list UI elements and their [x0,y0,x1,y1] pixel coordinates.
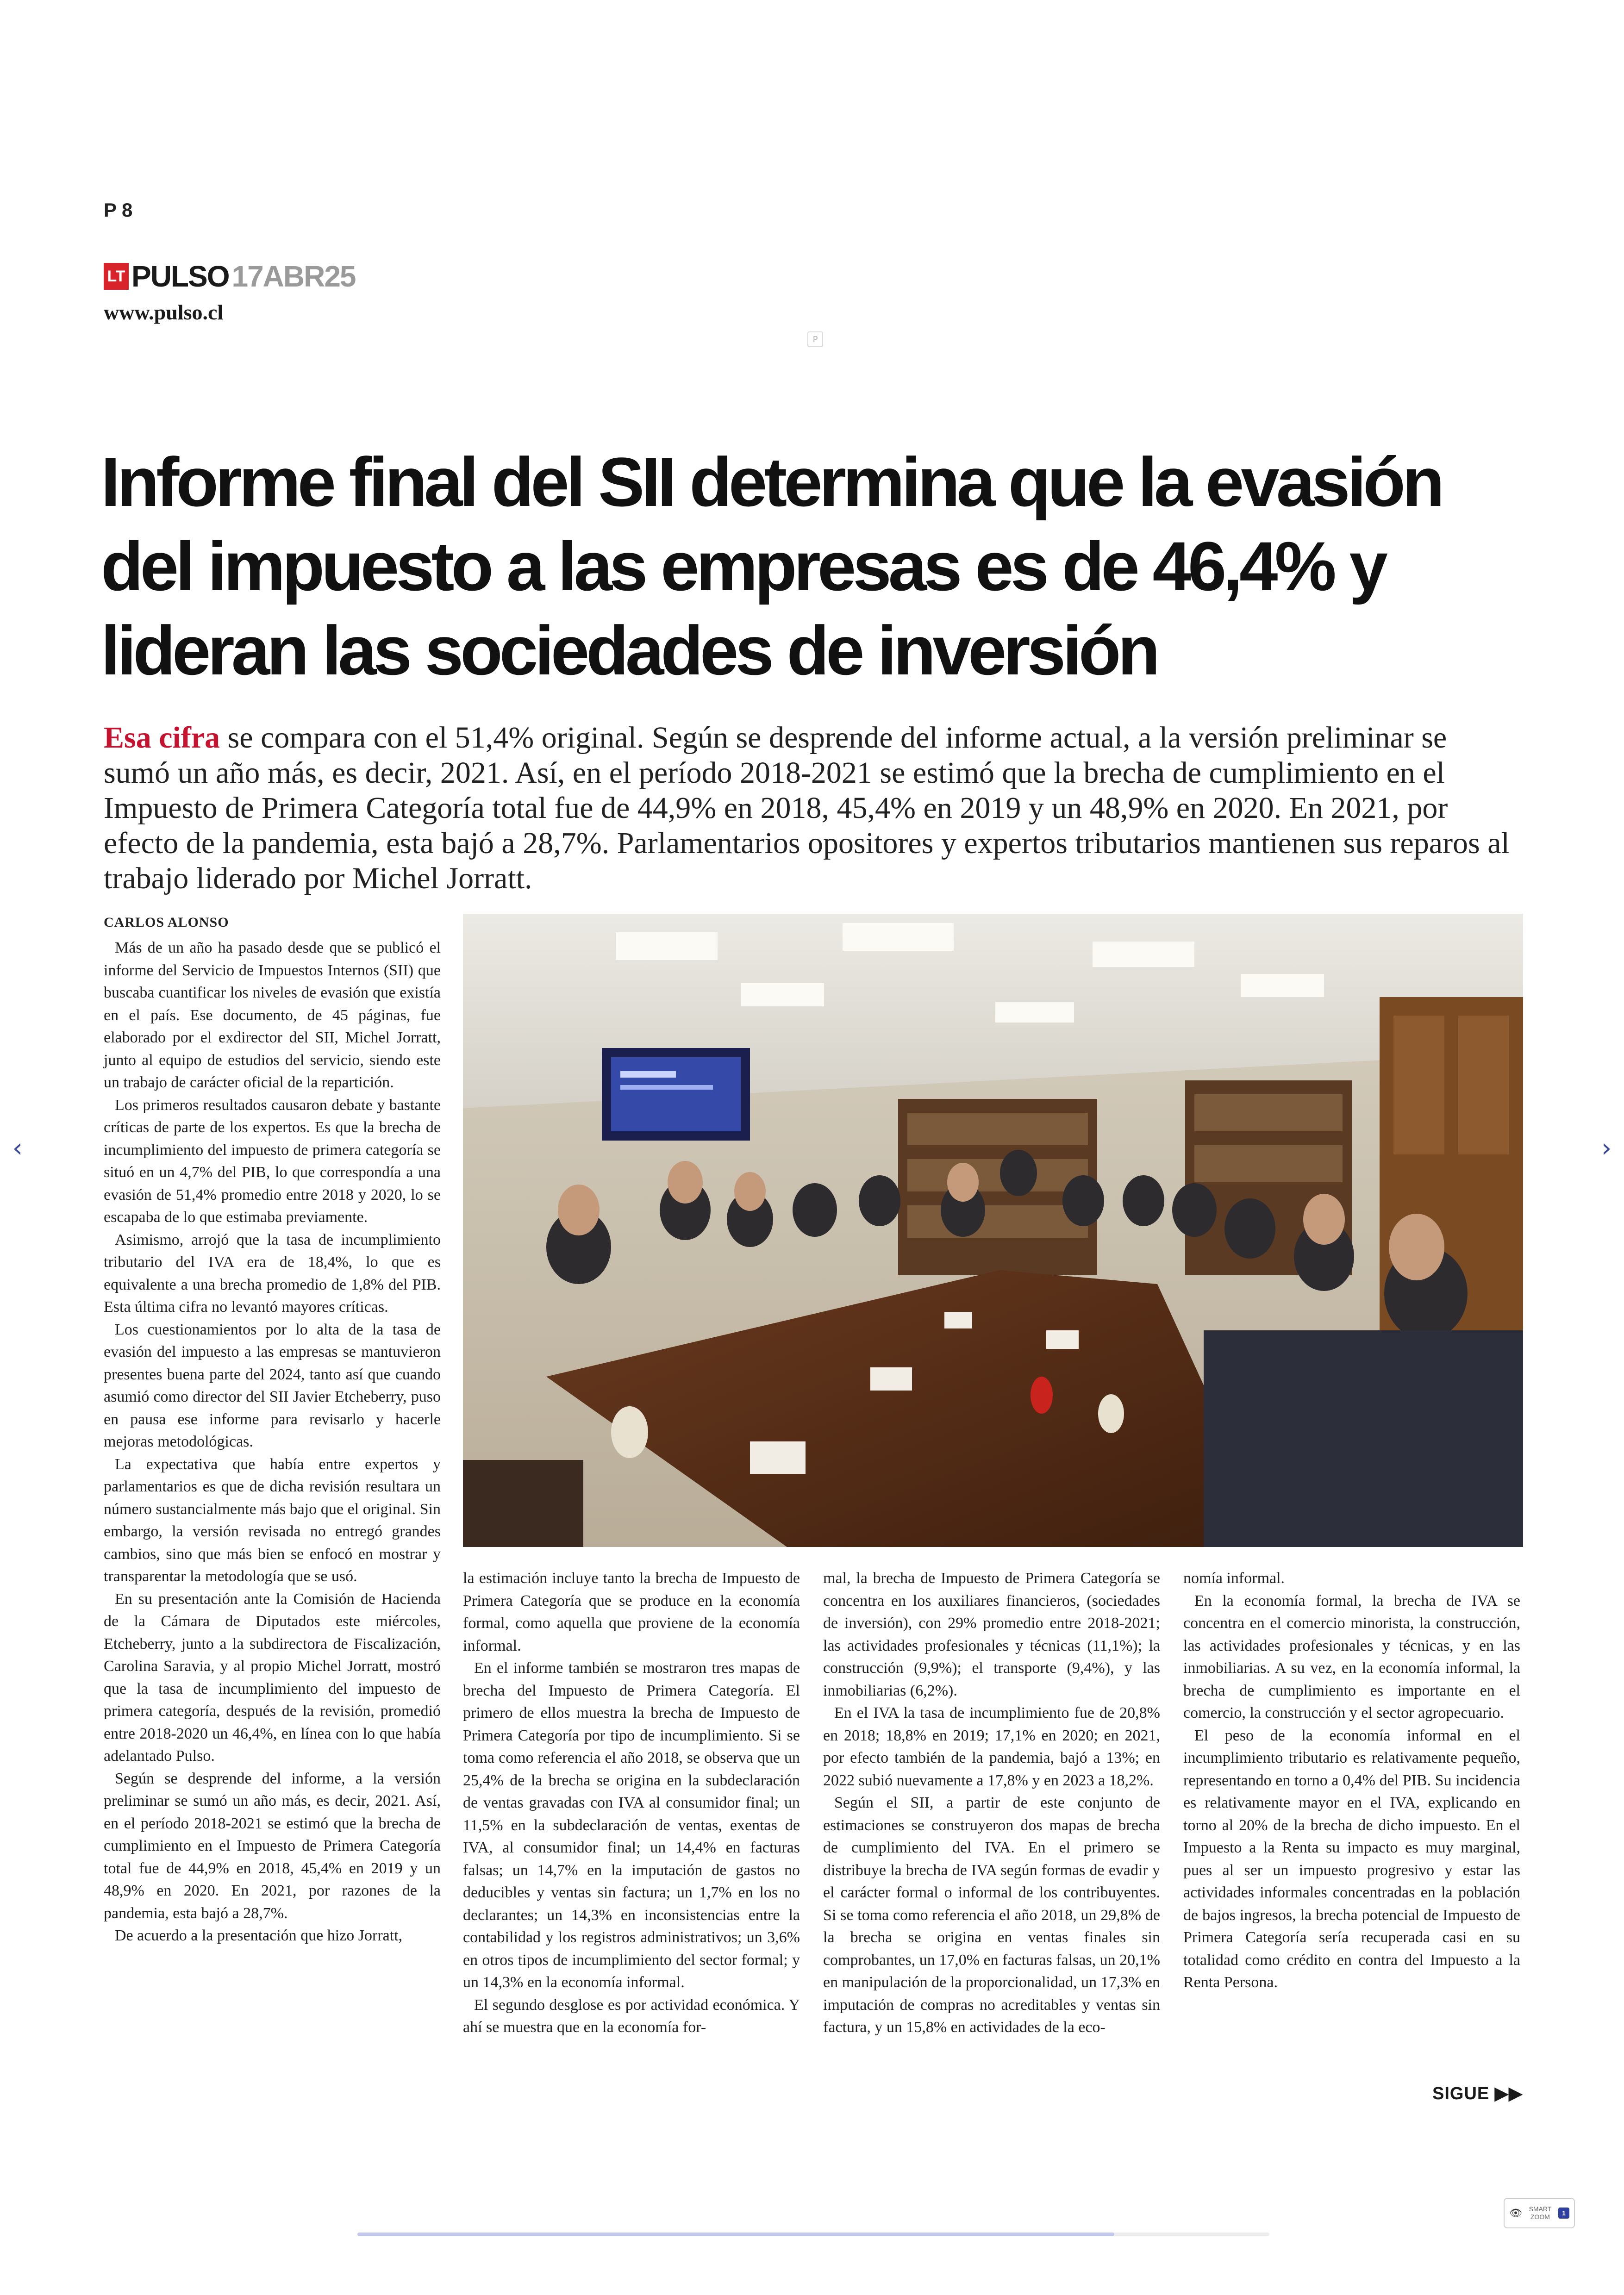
continue-label: SIGUE ▶▶ [1432,2084,1523,2103]
ceiling-light [1241,974,1324,997]
paragraph: la estimación incluye tanto la brecha de Impuesto de Primera Categoría que se produce en la economía formal, como aquella que proviene de la economía informal. [463,1570,800,1654]
lead-paragraph [104,720,1520,896]
meeting-photo [463,914,1523,1547]
paragraph: En su presentación ante la Comisión de Hacienda de la Cámara de Diputados este miércoles, Etcheberry, junto a la subdirectora de Fiscalización, Carolina Saravia, y al propio Michel Jorratt, mostró que la tasa de incumplimiento del impuesto de primera categoría, después de la revisión, promedió entre 2018-2020 un 46,4%, en línea con lo que había adelantado Pulso. [104,1590,441,1765]
paragraph: El peso de la economía informal en el incumplimiento tributario es relativamente pequeño, representando en torno a 0,4% del PIB. Su incidencia es relativamente mayor en el IVA, explicando en torno al 20% de la brecha de dicho impuesto. En el Impuesto a la Renta su impacto es muy marginal, pues al ser un impuesto progresivo y estar las actividades informales concentradas en la población de bajos ingresos, la brecha potencial de Impuesto de Primera Categoría sería recuperada casi en su totalidad como crédito en contra del Impuesto a la Renta Persona. [1183,1727,1520,1991]
lead-label: Esa cifra [104,721,220,755]
paragraph: mal, la brecha de Impuesto de Primera Categoría se concentra en los auxiliares financieros, (sociedades de inversión), con 29% promedio entre 2018-2021; las actividades profesionales y técnicas (11,1%); la construcción (9,9%); el transporte (9,4%), y las inmobiliarias (6,2%). [823,1570,1160,1699]
paragraph: En la economía formal, la brecha de IVA se concentra en el comercio minorista, la construcción, las actividades profesionales y técnicas, y en las inmobiliarias. A su vez, en la economía informal, la brecha de cumplimiento es importante en el comercio, la construcción y el sector agropecuario. [1183,1592,1520,1721]
smart-zoom-label: SMART ZOOM [1529,2205,1552,2220]
paragraph: Los primeros resultados causaron debate y bastante críticas de parte de los expertos. Es que la brecha de incumplimiento del impuesto de primera categoría se situó en un 4,7% del PIB, lo que correspondía a una evasión de 51,4% promedio entre 2018 y 2020, lo se escapaba de lo que estimaba previamente. [104,1096,441,1226]
page-number: P 8 [104,199,133,221]
page-progress-bar[interactable] [357,2233,1269,2236]
page-progress-fill [357,2233,1114,2236]
zoom-badge: 1 [1558,2208,1569,2219]
paragraph: Los cuestionamientos por lo alta de la tasa de evasión del impuesto a las empresas se mantuvieron presentes buena parte del 2024, tanto así que cuando asumió como director del SII Javier Etcheberry, puso en pausa ese informe para revisarlo y hacerle mejoras metodológicas. [104,1321,441,1450]
byline: CARLOS ALONSO [104,915,229,930]
chevron-left-icon: ‹ [12,1133,23,1163]
masthead-date: 17ABR25 [231,260,356,293]
ceiling-light [995,1002,1074,1023]
paragraph: La expectativa que había entre expertos y parlamentarios es que de dicha revisión resultara un número sustancialmente más bajo que el original. Sin embargo, la versión revisada no entregó grandes cambios, sino que más bien se enfocó en mostrar y transparentar la metodología que se usó. [104,1455,441,1585]
paragraph: Asimismo, arrojó que la tasa de incumplimiento tributario del IVA era de 18,4%, lo que es equivalente a una brecha promedio de 1,8% del PIB. Esta última cifra no levantó mayores críticas. [104,1231,441,1316]
site-url[interactable]: www.pulso.cl [104,300,224,324]
smart-zoom-button[interactable] [1504,2198,1575,2228]
masthead [104,259,356,293]
paragraph: En el informe también se mostraron tres mapas de brecha del Impuesto de Primera Categoría. El primero de ellos muestra la brecha de Impuesto de Primera Categoría por tipo de incumplimiento. Si se toma como referencia el año 2018, se observa que un 25,4% de la brecha se origina en la subdeclaración de ventas gravadas con IVA al consumidor final; un 11,5% en la subdeclaración de ventas, exentas de IVA, al consumidor final; un 14,4% en facturas falsas; un 14,7% en la imputación de gastos no deducibles y ventas sin factura; un 1,7% en los no declarantes; un 14,3% en inconsistencias entre la contabilidad y los registros administrativos; un 3,6% en otros tipos de incumplimiento del sector formal; y un 14,3% en la economía informal. [463,1659,800,1991]
ceiling-light [616,932,718,960]
masthead-brand: PULSO [131,260,229,293]
article-column-3 [823,1567,1160,2039]
paragraph: El segundo desglose es por actividad económica. Y ahí se muestra que en la economía for- [463,1996,800,2036]
ad-marker-icon: P [807,331,823,347]
chevron-right-icon: › [1601,1133,1612,1163]
ceiling-light [1093,942,1194,967]
lt-logo: LT [104,263,129,290]
paragraph: En el IVA la tasa de incumplimiento fue de 20,8% en 2018; 18,8% en 2019; 17,1% en 2020; en 2021, por efecto también de la pandemia, bajó a 13%; en 2022 subió nuevamente a 17,8% y en 2023 a 18,2%. [823,1704,1160,1789]
article-column-4 [1183,1567,1520,1994]
paragraph: nomía informal. [1183,1570,1285,1587]
paragraph: Más de un año ha pasado desde que se publicó el informe del Servicio de Impuestos Internos (SII) que buscaba cuantificar los niveles de evasión que existía en el país. Ese documento, de 45 páginas, fue elaborado por el exdirector del SII, Michel Jorratt, junto al equipo de estudios del servicio, siendo este un trabajo de carácter oficial de la repartición. [104,939,441,1091]
paragraph: Según se desprende del informe, a la versión preliminar se sumó un año más, es decir, 2021. Así, en el período 2018-2021 se estimó que la brecha de cumplimiento en el Impuesto de Primera Categoría total fue de 44,9% en 2018, 45,4% en 2019 y un 48,9% en 2020. En 2021, por razones de la pandemia, esta bajó a 28,7%. [104,1770,441,1922]
next-page-button[interactable] [1593,1129,1620,1166]
paragraph: De acuerdo a la presentación que hizo Jorratt, [115,1927,403,1944]
article-column-2 [463,1567,800,2039]
article-column-1 [104,937,441,1947]
paragraph: Según el SII, a partir de este conjunto de estimaciones se construyeron dos mapas de brecha de cumplimiento del IVA. En el primero se distribuye la brecha de IVA según formas de evadir y el carácter formal o informal de los contribuyentes. Si se toma como referencia el año 2018, un 29,8% de la brecha se origina en ventas finales sin comprobantes, un 17,0% en facturas falsas, un 20,1% en manipulación de la proporcionalidad, un 17,3% en imputación de compras no acreditables y ventas sin factura, y un 15,8% en actividades de la eco- [823,1794,1160,2036]
ceiling-light [741,983,824,1006]
eye-icon: 👁 [1509,2207,1522,2219]
ceiling-light [843,923,954,951]
prev-page-button[interactable] [4,1129,31,1166]
lead-text: se compara con el 51,4% original. Según se desprende del informe actual, a la versión preliminar se sumó un año más, es decir, 2021. Así, en el período 2018-2021 se estimó que la brecha de cumplimiento en el Impuesto de Primera Categoría total fue de 44,9% en 2018, 45,4% en 2019 y un 48,9% en 2020. En 2021, por efecto de la pandemia, esta bajó a 28,7%. Parlamentarios opositores y expertos tributarios mantienen sus reparos al trabajo liderado por Michel Jorratt. [104,721,1510,895]
headline: Informe final del SII determina que la evasión del impuesto a las empresas es de 46,4% y lideran las sociedades de inversión [101,443,1442,689]
